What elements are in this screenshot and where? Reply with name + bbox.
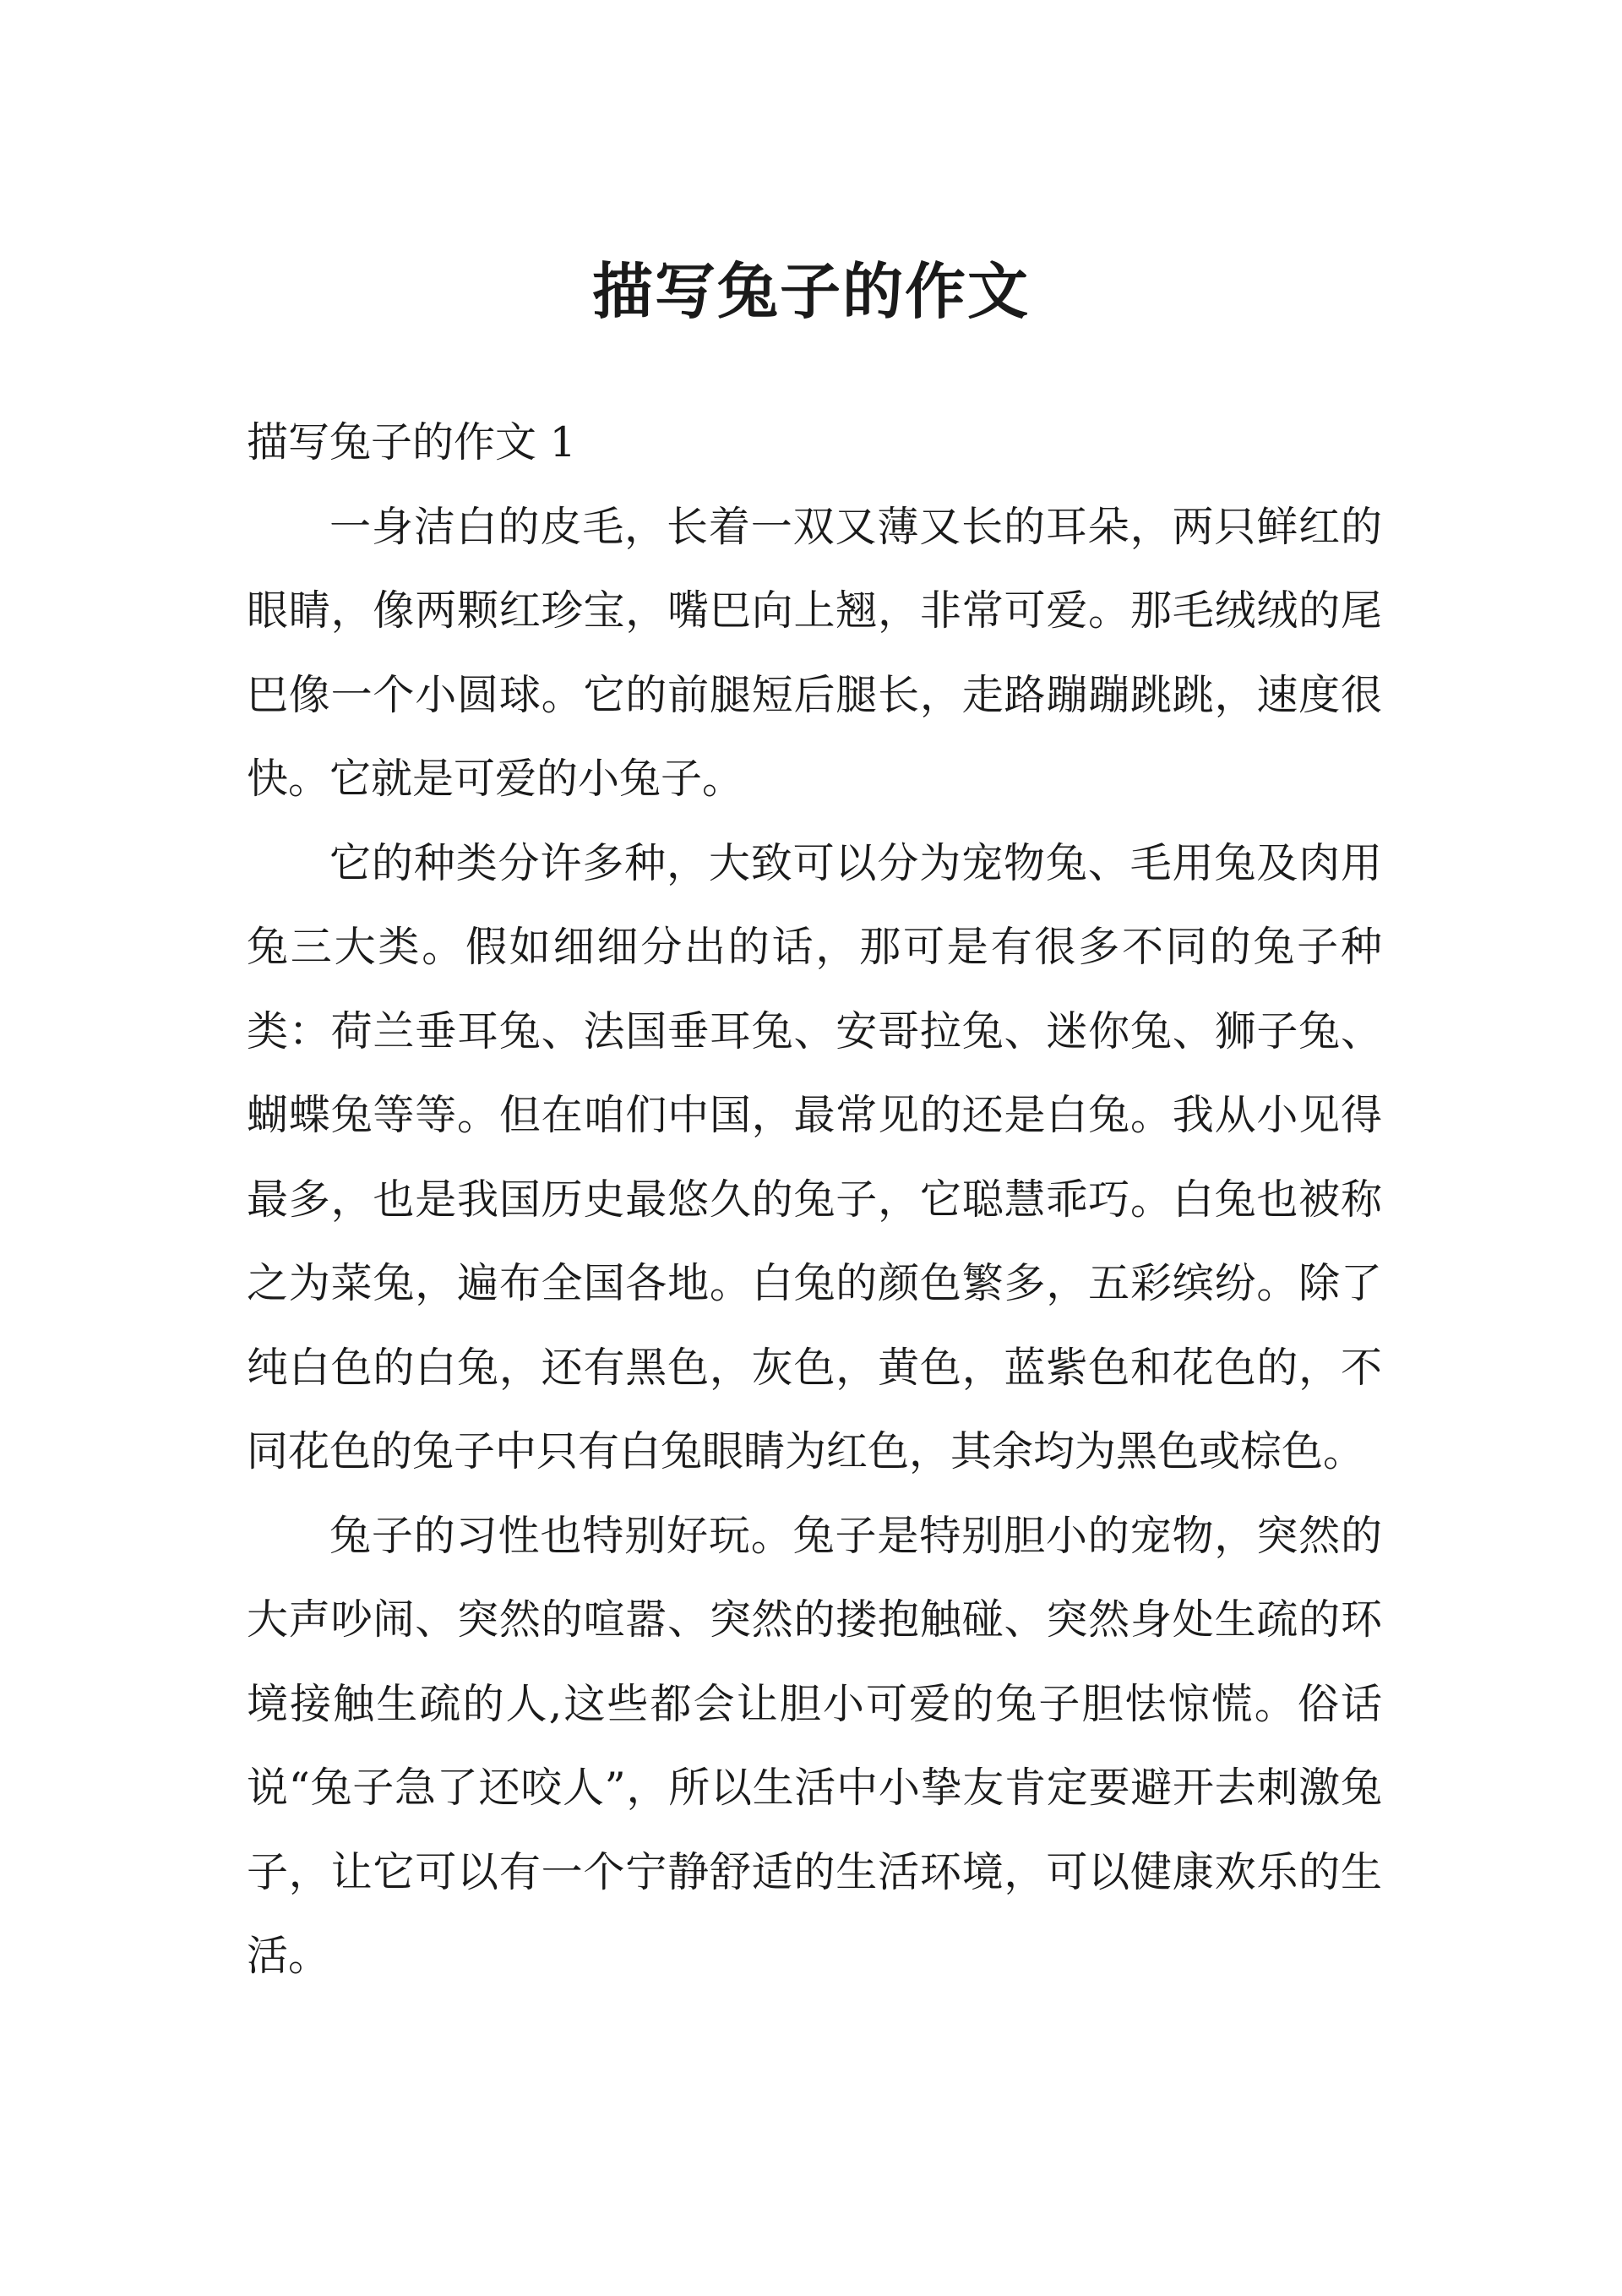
section-subtitle: 描写兔子的作文 1 — [247, 418, 576, 466]
document-body — [247, 401, 1382, 1999]
paragraph-1: 一身洁白的皮毛，长着一双又薄又长的耳朵，两只鲜红的眼睛，像两颗红珍宝，嘴巴向上翘，非常可爱。那毛绒绒的尾巴像一个小圆球。它的前腿短后腿长，走路蹦蹦跳跳，速度很快。它就是可爱的小兔子。 — [247, 502, 1382, 803]
document-title: 描写兔子的作文 — [591, 255, 1030, 327]
paragraph-2: 它的种类分许多种，大致可以分为宠物兔、毛用兔及肉用兔三大类。假如细细分出的话，那可是有很多不同的兔子种类：荷兰垂耳兔、法国垂耳兔、安哥拉兔、迷你兔、狮子兔、蝴蝶兔等等。但在咱们中国，最常见的还是白兔。我从小见得最多，也是我国历史最悠久的兔子，它聪慧乖巧。白兔也被称之为菜兔，遍布全国各地。白兔的颜色繁多，五彩缤纷。除了纯白色的白兔，还有黑色，灰色，黄色，蓝紫色和花色的，不同花色的兔子中只有白兔眼睛为红色，其余均为黑色或棕色。 — [247, 838, 1382, 1475]
paragraph-3: 兔子的习性也特别好玩。兔子是特别胆小的宠物，突然的大声吵闹、突然的喧嚣、突然的搂抱触碰、突然身处生疏的环境接触生疏的人,这些都会让胆小可爱的兔子胆怯惊慌。俗话说“兔子急了还咬人”，所以生活中小挚友肯定要避开去刺激兔子，让它可以有一个宁静舒适的生活环境，可以健康欢乐的生活。 — [247, 1511, 1382, 1980]
